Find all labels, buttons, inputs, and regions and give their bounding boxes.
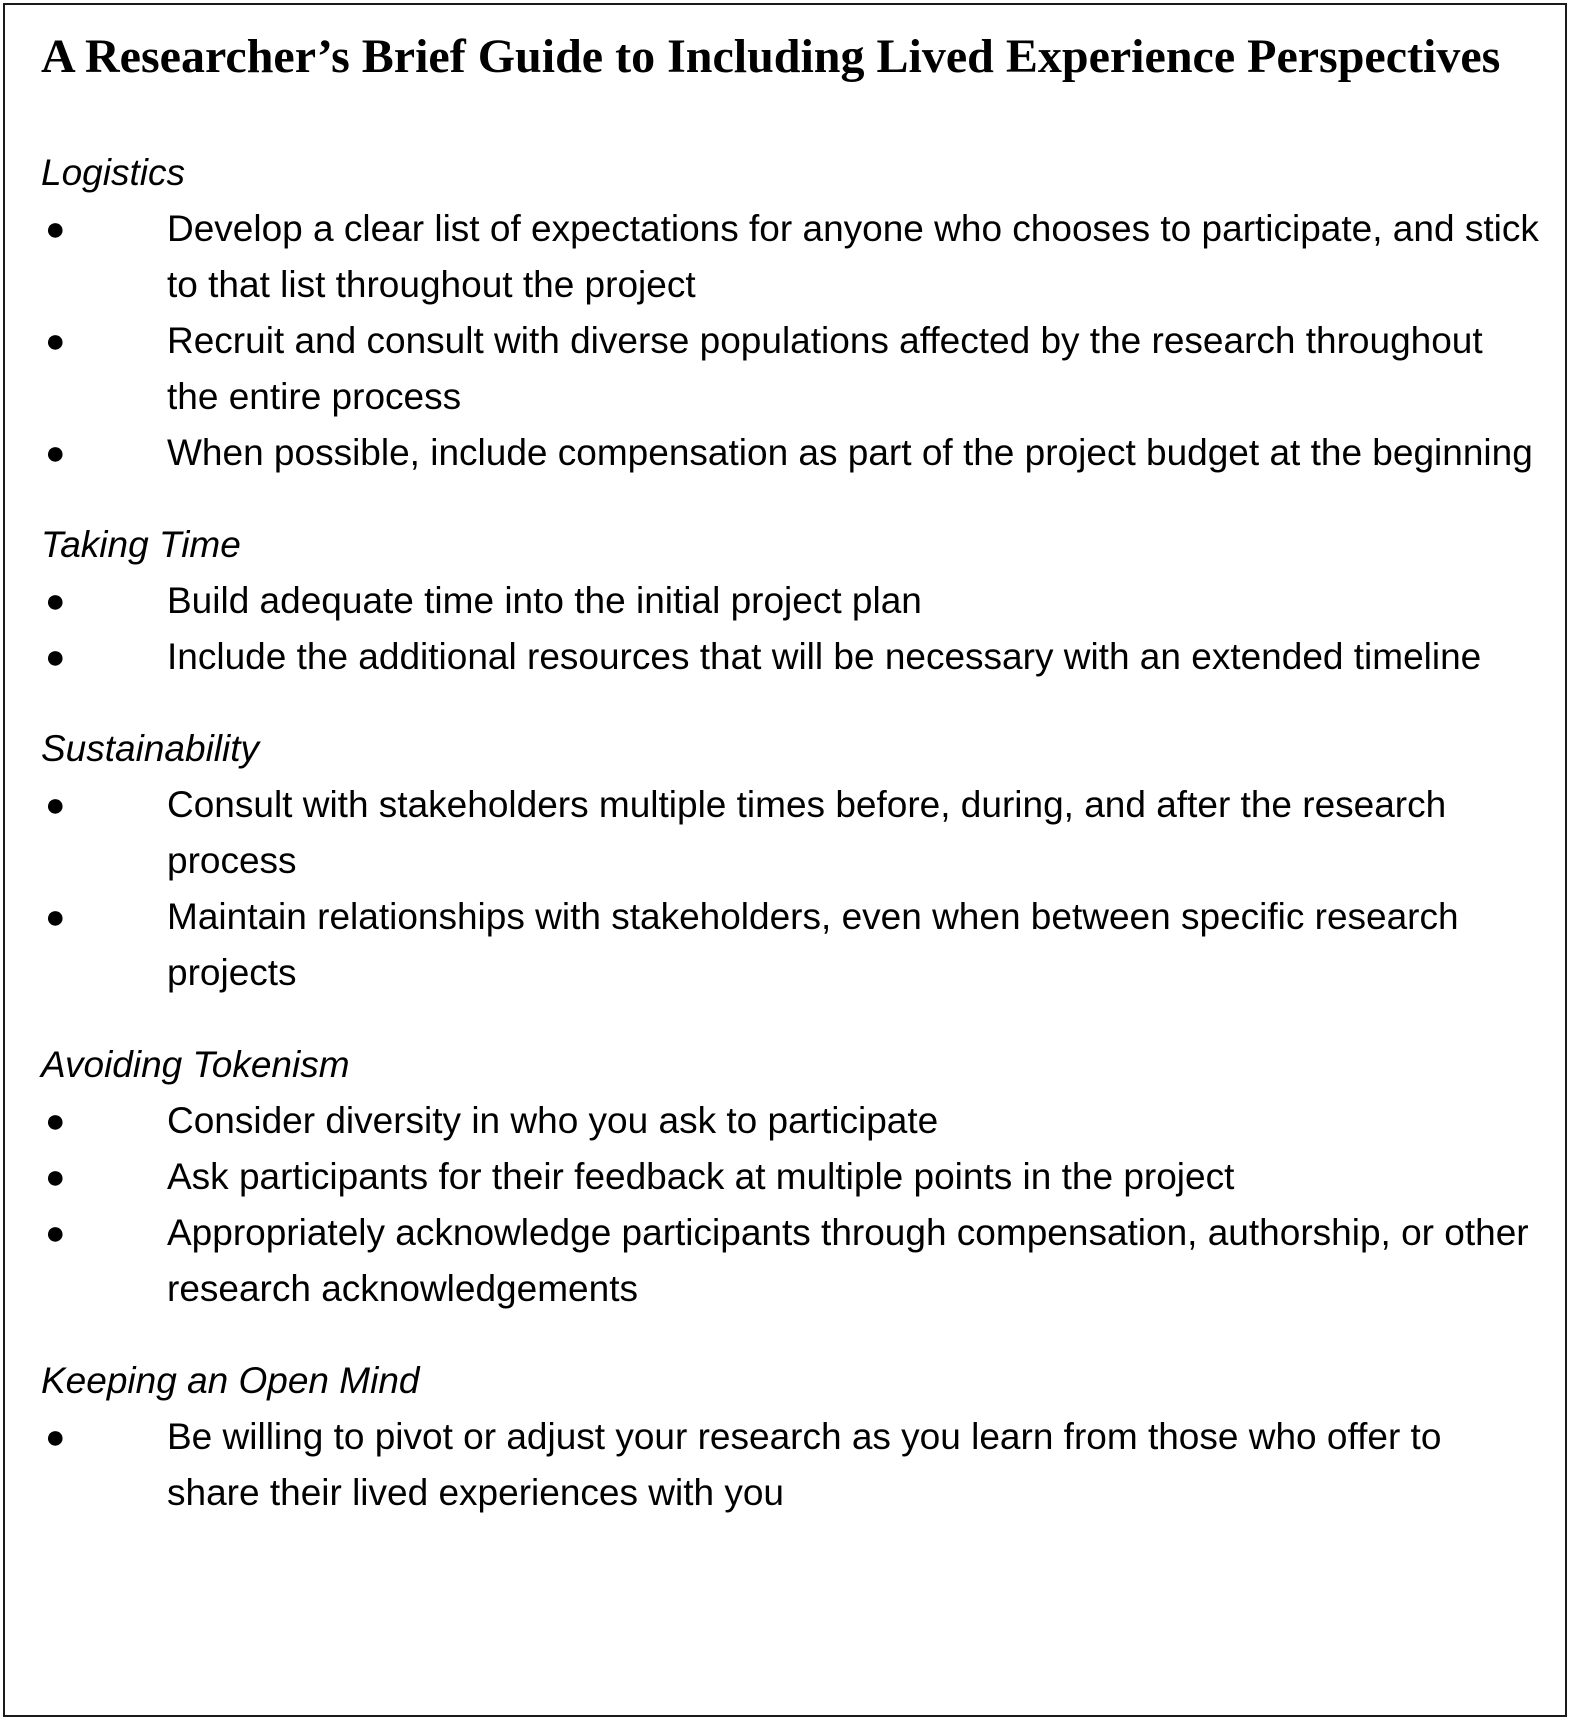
list-item-text: Ask participants for their feedback at multiple points in the project — [167, 1156, 1235, 1197]
list-item — [41, 629, 1541, 685]
bullet-icon — [45, 573, 66, 629]
list-item — [41, 1409, 1541, 1521]
list-item-text: Build adequate time into the initial project plan — [167, 580, 922, 621]
list-item — [41, 425, 1541, 481]
bullet-icon — [45, 1409, 66, 1465]
section-heading: Taking Time — [41, 524, 241, 565]
section-heading: Logistics — [41, 152, 185, 193]
section-taking-time — [41, 517, 1541, 685]
guide-content — [41, 145, 1541, 1521]
bullet-list — [41, 201, 1541, 481]
list-item — [41, 313, 1541, 425]
list-item-text: Recruit and consult with diverse populations affected by the research throughout the entire process — [167, 320, 1483, 417]
bullet-icon — [45, 1149, 66, 1205]
bullet-list — [41, 777, 1541, 1001]
list-item-text: Include the additional resources that will be necessary with an extended timeline — [167, 636, 1482, 677]
bullet-icon — [45, 425, 66, 481]
section-logistics — [41, 145, 1541, 481]
bullet-icon — [45, 889, 66, 945]
list-item — [41, 1149, 1541, 1205]
list-item-text: Maintain relationships with stakeholders, even when between specific research projects — [167, 896, 1459, 993]
list-item — [41, 889, 1541, 1001]
bullet-icon — [45, 313, 66, 369]
bullet-icon — [45, 1205, 66, 1261]
bullet-list — [41, 573, 1541, 685]
list-item-text: Develop a clear list of expectations for anyone who chooses to participate, and stick to that list throughout the project — [167, 208, 1539, 305]
list-item-text: Be willing to pivot or adjust your research as you learn from those who offer to share their lived experiences with you — [167, 1416, 1442, 1513]
section-avoiding-tokenism — [41, 1037, 1541, 1317]
bullet-icon — [45, 1093, 66, 1149]
list-item-text: When possible, include compensation as part of the project budget at the beginning — [167, 432, 1533, 473]
bullet-icon — [45, 629, 66, 685]
list-item — [41, 201, 1541, 313]
list-item-text: Appropriately acknowledge participants through compensation, authorship, or other research acknowledgements — [167, 1212, 1529, 1309]
section-heading: Avoiding Tokenism — [41, 1044, 350, 1085]
list-item-text: Consult with stakeholders multiple times before, during, and after the research process — [167, 784, 1447, 881]
bullet-icon — [45, 777, 66, 833]
list-item-text: Consider diversity in who you ask to participate — [167, 1100, 939, 1141]
list-item — [41, 1093, 1541, 1149]
bullet-list — [41, 1409, 1541, 1521]
bullet-icon — [45, 201, 66, 257]
list-item — [41, 777, 1541, 889]
guide-box — [3, 3, 1567, 1717]
section-heading: Keeping an Open Mind — [41, 1360, 420, 1401]
section-heading: Sustainability — [41, 728, 260, 769]
section-sustainability — [41, 721, 1541, 1001]
bullet-list — [41, 1093, 1541, 1317]
list-item — [41, 1205, 1541, 1317]
guide-title: A Researcher’s Brief Guide to Including Lived Experience Perspectives — [41, 30, 1501, 83]
list-item — [41, 573, 1541, 629]
section-keeping-open-mind — [41, 1353, 1541, 1521]
